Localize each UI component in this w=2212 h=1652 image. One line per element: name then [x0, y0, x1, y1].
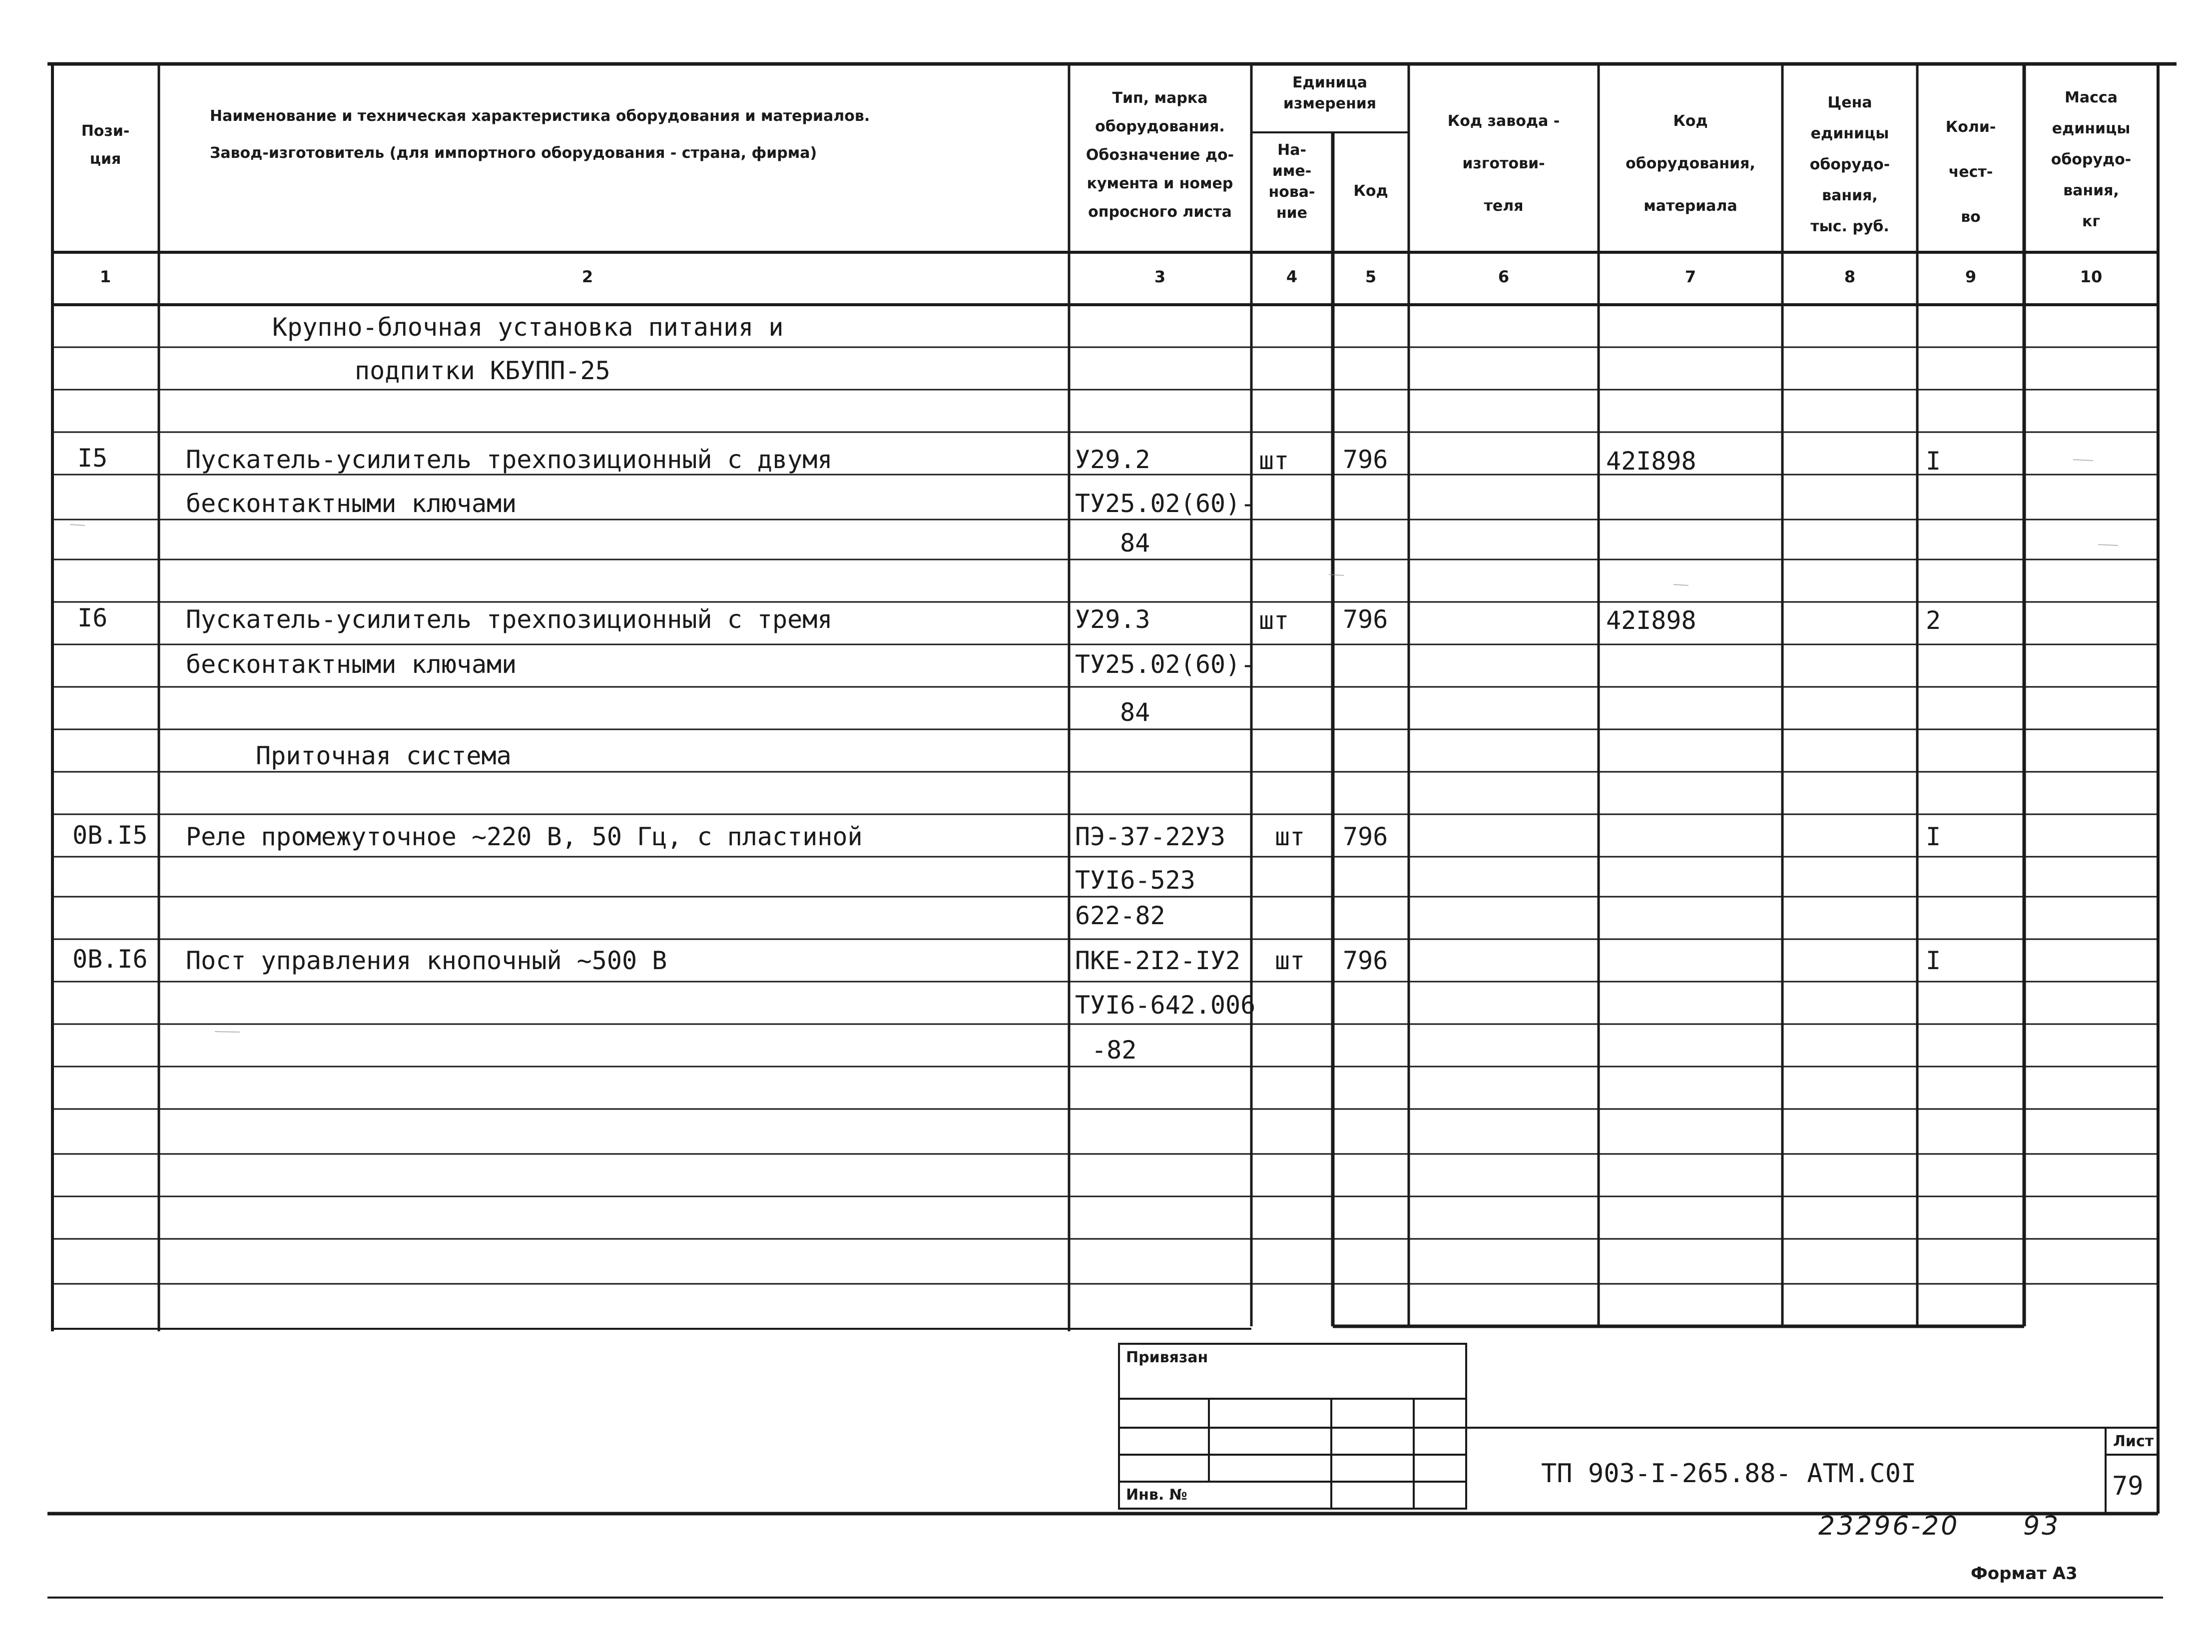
item-type: 622-82 — [1075, 901, 1165, 930]
item-equipment-code: 42I898 — [1606, 447, 1696, 476]
column-number: 3 — [1154, 267, 1166, 286]
inventory-number-label: Инв. № — [1126, 1486, 1187, 1504]
item-type: ТУ25.02(60)- — [1075, 650, 1256, 679]
item-name: бесконтактными ключами — [186, 650, 517, 679]
bound-label: Привязан — [1126, 1349, 1208, 1366]
item-type: У29.2 — [1075, 445, 1150, 474]
item-unit-code: 796 — [1343, 445, 1388, 474]
item-unit: шт — [1259, 606, 1289, 635]
item-quantity: I — [1926, 822, 1941, 851]
header-position: Пози- ция — [81, 122, 130, 168]
column-number: 7 — [1684, 267, 1696, 286]
item-unit: шт — [1259, 446, 1289, 475]
section-title: подпитки КБУПП-25 — [355, 356, 610, 385]
item-quantity: 2 — [1926, 606, 1941, 635]
item-position: I5 — [77, 444, 108, 473]
header-quantity: Коли- чест- во — [1945, 118, 1996, 226]
item-unit-code: 796 — [1343, 946, 1388, 975]
item-type: ТУI6-642.006 — [1075, 991, 1256, 1020]
item-name: Пускатель-усилитель трехпозиционный с двумя — [186, 445, 833, 474]
format-label: Формат А3 — [1971, 1564, 2078, 1584]
item-type: 84 — [1120, 529, 1150, 557]
item-position: I6 — [77, 603, 108, 632]
header-unit-group: Единица измерения — [1283, 74, 1377, 112]
item-equipment-code: 42I898 — [1606, 606, 1696, 635]
header-unit-code: Код — [1353, 182, 1388, 200]
item-quantity: I — [1926, 946, 1941, 975]
header-equipment-code: Код оборудования, материала — [1626, 112, 1755, 215]
sheet-label: Лист — [2113, 1433, 2154, 1450]
column-number: 8 — [1844, 267, 1856, 286]
section-title: Крупно-блочная установка питания и — [272, 313, 784, 342]
header-unit-name: На- име- нова- ние — [1268, 141, 1315, 222]
handwritten-page: 93 — [2023, 1511, 2061, 1541]
header-name: Наименование и техническая характеристика оборудования и материалов. Завод-изготовитель (для импортного оборудования - страна, фирма) — [210, 107, 870, 162]
item-unit: шт — [1275, 946, 1305, 975]
item-unit-code: 796 — [1343, 605, 1388, 634]
item-unit: шт — [1275, 822, 1305, 851]
column-number: 4 — [1286, 267, 1298, 286]
sheet-number: 79 — [2112, 1471, 2144, 1501]
column-number: 9 — [1965, 267, 1977, 286]
item-name: Пост управления кнопочный ~500 В — [186, 946, 667, 975]
item-unit-code: 796 — [1343, 822, 1388, 851]
item-quantity: I — [1926, 447, 1941, 476]
item-type: ПЭ-37-22УЗ — [1075, 822, 1226, 851]
header-type: Тип, марка оборудования. Обозначение до- кумента и номер опросного листа — [1086, 89, 1234, 221]
item-name: бесконтактными ключами — [186, 489, 517, 518]
item-name: Реле промежуточное ~220 В, 50 Гц, с пластиной — [186, 822, 863, 851]
item-type: 84 — [1120, 698, 1150, 727]
column-number: 6 — [1498, 267, 1510, 286]
item-name: Пускатель-усилитель трехпозиционный с тремя — [186, 605, 833, 634]
header-mass: Масса единицы оборудо- вания, кг — [2051, 89, 2132, 230]
column-number: 5 — [1365, 267, 1377, 286]
column-number: 10 — [2080, 267, 2103, 286]
item-type: У29.3 — [1075, 605, 1150, 634]
item-type: -82 — [1092, 1036, 1137, 1065]
handwritten-number: 23296-20 — [1818, 1511, 1960, 1541]
item-position: 0В.I5 — [72, 821, 148, 850]
item-type: ПКЕ-2I2-IУ2 — [1075, 946, 1241, 975]
column-number: 1 — [99, 267, 111, 286]
item-position: 0В.I6 — [72, 945, 148, 974]
section-title: Приточная система — [256, 741, 512, 770]
header-price: Цена единицы оборудо- вания, тыс. руб. — [1809, 94, 1890, 235]
document-code: ТП 903-I-265.88- АТМ.С0I — [1541, 1459, 1917, 1489]
header-manufacturer-code: Код завода - изготови- теля — [1447, 112, 1560, 215]
item-type: ТУI6-523 — [1075, 866, 1195, 895]
column-number: 2 — [581, 267, 593, 286]
item-type: ТУ25.02(60)- — [1075, 489, 1256, 518]
